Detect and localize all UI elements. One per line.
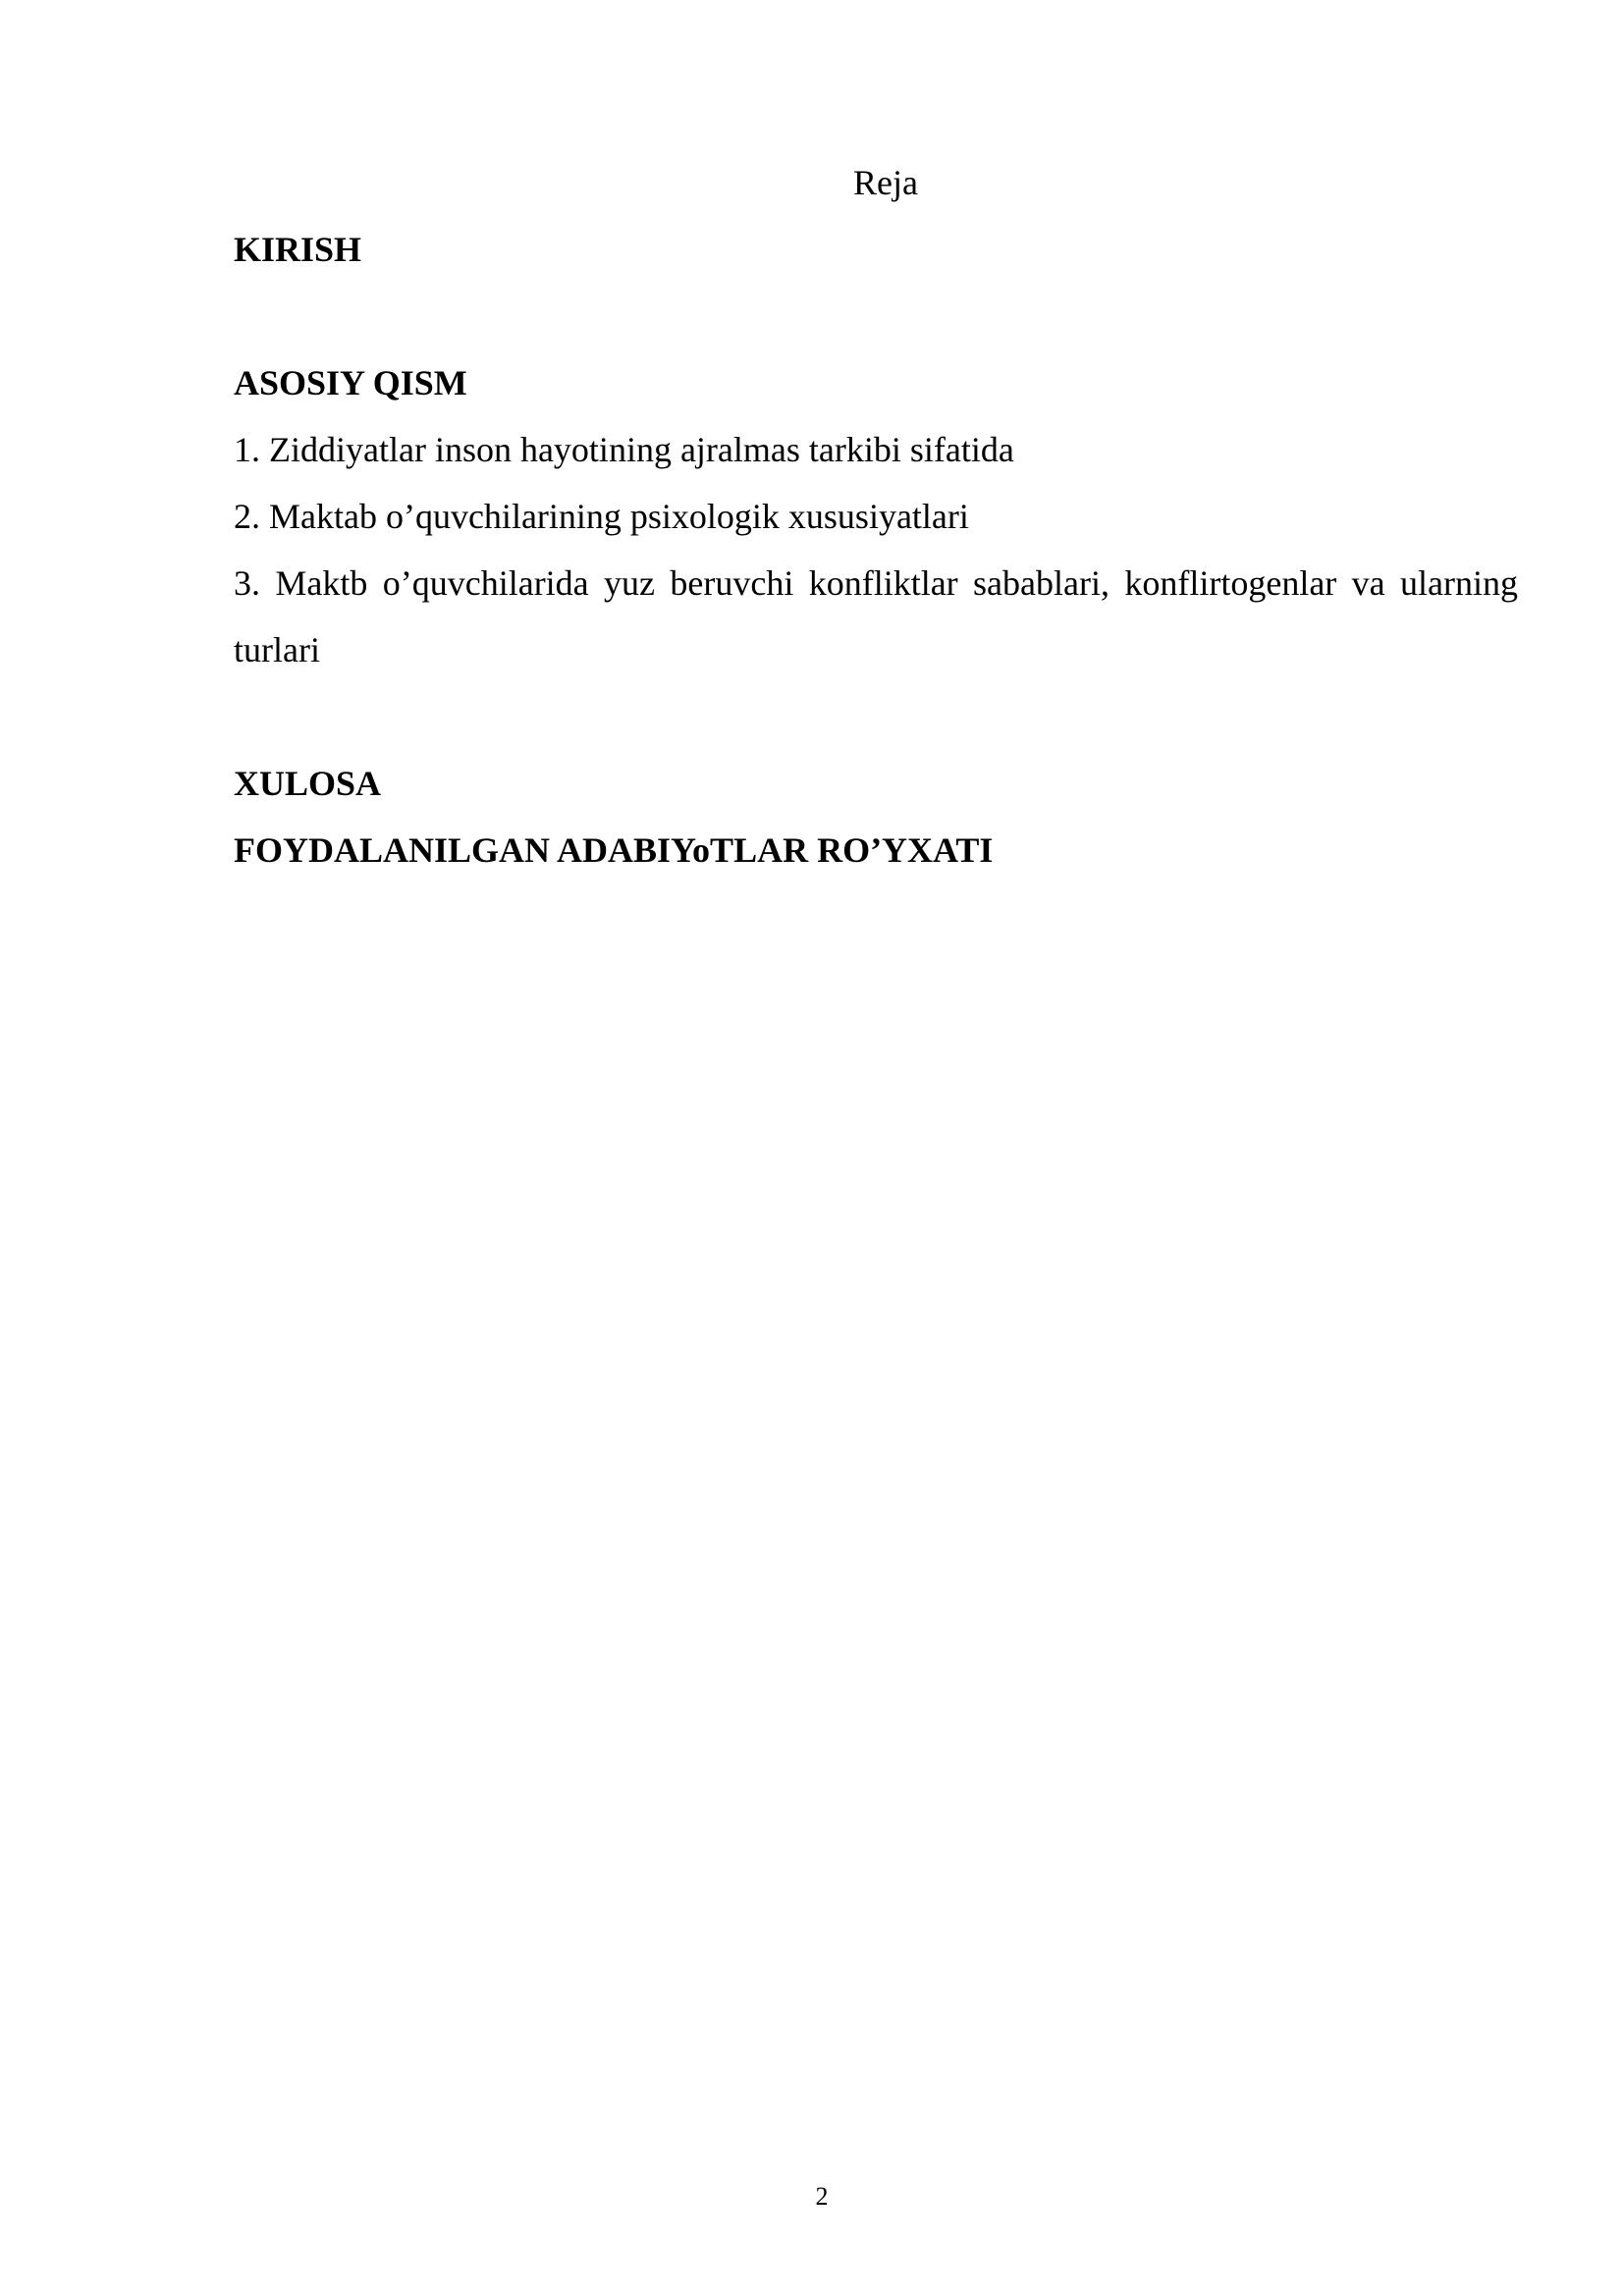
intro-heading: KIRISH [234,230,362,269]
plan-item-3: 3. Maktb o’quvchilarida yuz beruvchi konfliktlar sabablari, konflirtogenlar va ularning turlari [234,563,1518,669]
conclusion-heading: XULOSA [234,764,382,803]
spacer [234,683,1518,750]
main-part-heading: ASOSIY QISM [234,363,467,402]
plan-item-2: 2. Maktab o’quvchilarining psixologik xususiyatlari [234,497,969,536]
page-content [234,149,1518,883]
spacer [234,283,1518,349]
page-number: 2 [815,2182,829,2211]
references-heading: FOYDALANILGAN ADABIYoTLAR RO’YXATI [234,830,994,870]
page-title: Reja [853,163,918,202]
plan-item-1: 1. Ziddiyatlar inson hayotining ajralmas tarkibi sifatida [234,430,1014,469]
